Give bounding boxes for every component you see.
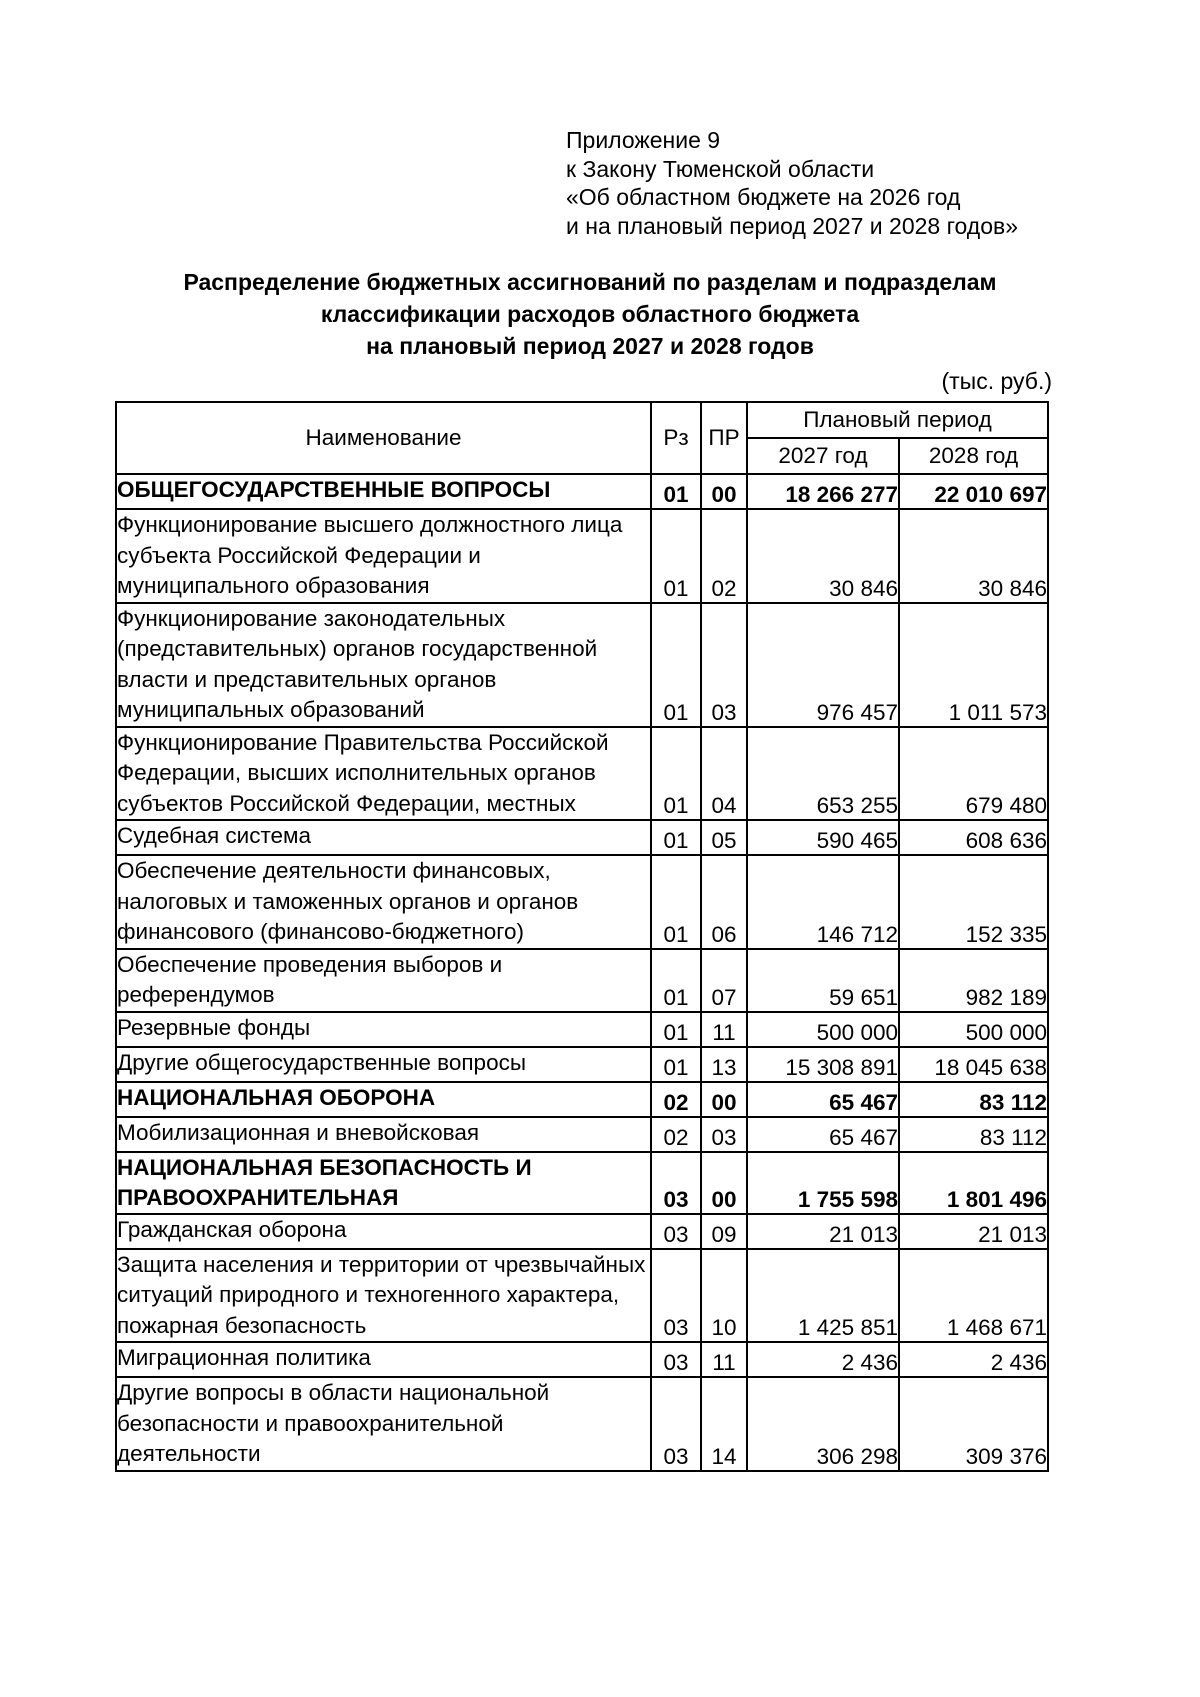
table-section-row — [116, 1082, 1048, 1117]
cell-2027: 21 013 — [747, 1214, 899, 1249]
cell-2028: 1 801 496 — [899, 1152, 1048, 1214]
cell-name: Другие вопросы в области национальной безопасности и правоохранительной деятельности — [116, 1377, 651, 1471]
cell-rz: 01 — [651, 727, 701, 821]
cell-name: Обеспечение деятельности финансовых, налоговых и таможенных органов и органов финансового (финансово-бюджетного) — [116, 855, 651, 949]
appendix-line: и на плановый период 2027 и 2028 годов» — [566, 212, 1018, 239]
appendix-line: Приложение 9 — [566, 127, 721, 153]
cell-pr: 00 — [701, 1082, 747, 1117]
cell-2027: 146 712 — [747, 855, 899, 949]
header-year-2028: 2028 год — [899, 438, 1048, 474]
title-line: Распределение бюджетных ассигнований по разделам и подразделам — [183, 269, 997, 295]
table-row — [116, 1214, 1048, 1249]
title-line: классификации расходов областного бюджета — [320, 301, 860, 327]
cell-2028: 18 045 638 — [899, 1047, 1048, 1082]
table-row — [116, 1342, 1048, 1377]
cell-pr: 00 — [701, 474, 747, 509]
table-row — [116, 1377, 1048, 1471]
table-row — [116, 727, 1048, 821]
cell-2028: 152 335 — [899, 855, 1048, 949]
table-row — [116, 820, 1048, 855]
table-body — [116, 474, 1048, 1471]
cell-name: Защита населения и территории от чрезвычайных ситуаций природного и техногенного характера, пожарная безопасность — [116, 1249, 651, 1343]
cell-rz: 03 — [651, 1249, 701, 1343]
header-rz: Рз — [651, 402, 701, 474]
cell-pr: 03 — [701, 603, 747, 727]
cell-2028: 309 376 — [899, 1377, 1048, 1471]
cell-pr: 10 — [701, 1249, 747, 1343]
table-row — [116, 1249, 1048, 1343]
cell-2027: 590 465 — [747, 820, 899, 855]
title-line: на плановый период 2027 и 2028 годов — [366, 333, 814, 359]
cell-2027: 30 846 — [747, 509, 899, 603]
cell-name: НАЦИОНАЛЬНАЯ БЕЗОПАСНОСТЬ И ПРАВООХРАНИТЕЛЬНАЯ — [116, 1152, 651, 1214]
cell-name: Мобилизационная и вневойсковая — [116, 1117, 651, 1152]
cell-rz: 01 — [651, 949, 701, 1012]
cell-pr: 02 — [701, 509, 747, 603]
cell-name: Судебная система — [116, 820, 651, 855]
cell-rz: 01 — [651, 509, 701, 603]
cell-name: Миграционная политика — [116, 1342, 651, 1377]
table-row — [116, 509, 1048, 603]
table-row — [116, 603, 1048, 727]
cell-2028: 608 636 — [899, 820, 1048, 855]
cell-2027: 1 755 598 — [747, 1152, 899, 1214]
cell-rz: 01 — [651, 1047, 701, 1082]
cell-rz: 03 — [651, 1214, 701, 1249]
table-section-row — [116, 474, 1048, 509]
cell-pr: 07 — [701, 949, 747, 1012]
cell-2027: 2 436 — [747, 1342, 899, 1377]
cell-name: Функционирование Правительства Российской Федерации, высших исполнительных органов субъектов Российской Федерации, местных — [116, 727, 651, 821]
cell-pr: 04 — [701, 727, 747, 821]
cell-2027: 15 308 891 — [747, 1047, 899, 1082]
table-row — [116, 1117, 1048, 1152]
cell-2027: 500 000 — [747, 1012, 899, 1047]
cell-rz: 01 — [651, 1012, 701, 1047]
cell-2027: 65 467 — [747, 1082, 899, 1117]
cell-name: Резервные фонды — [116, 1012, 651, 1047]
cell-name: ОБЩЕГОСУДАРСТВЕННЫЕ ВОПРОСЫ — [116, 474, 651, 509]
cell-name: Гражданская оборона — [116, 1214, 651, 1249]
cell-2028: 2 436 — [899, 1342, 1048, 1377]
header-pr: ПР — [701, 402, 747, 474]
cell-2028: 982 189 — [899, 949, 1048, 1012]
cell-2027: 976 457 — [747, 603, 899, 727]
header-year-2027: 2027 год — [747, 438, 899, 474]
cell-rz: 01 — [651, 603, 701, 727]
cell-pr: 14 — [701, 1377, 747, 1471]
cell-2028: 30 846 — [899, 509, 1048, 603]
cell-rz: 01 — [651, 855, 701, 949]
appendix-line: «Об областном бюджете на 2026 год — [566, 184, 961, 210]
cell-pr: 06 — [701, 855, 747, 949]
units-label: (тыс. руб.) — [941, 368, 1052, 394]
table-row — [116, 1012, 1048, 1047]
cell-pr: 03 — [701, 1117, 747, 1152]
cell-rz: 03 — [651, 1342, 701, 1377]
cell-name: Другие общегосударственные вопросы — [116, 1047, 651, 1082]
cell-2028: 83 112 — [899, 1082, 1048, 1117]
cell-rz: 01 — [651, 820, 701, 855]
cell-2028: 1 011 573 — [899, 603, 1048, 727]
header-period: Плановый период — [747, 402, 1048, 438]
table-row — [116, 855, 1048, 949]
cell-2027: 306 298 — [747, 1377, 899, 1471]
budget-table — [115, 401, 1049, 1472]
cell-pr: 00 — [701, 1152, 747, 1214]
cell-name: Функционирование законодательных (представительных) органов государственной власти и представительных органов муниципальных образований — [116, 603, 651, 727]
cell-name: Функционирование высшего должностного лица субъекта Российской Федерации и муниципального образования — [116, 509, 651, 603]
table-section-row — [116, 1152, 1048, 1214]
header-name: Наименование — [116, 402, 651, 474]
cell-rz: 02 — [651, 1117, 701, 1152]
cell-2027: 59 651 — [747, 949, 899, 1012]
cell-2028: 83 112 — [899, 1117, 1048, 1152]
cell-2028: 679 480 — [899, 727, 1048, 821]
cell-rz: 03 — [651, 1152, 701, 1214]
cell-2028: 22 010 697 — [899, 474, 1048, 509]
table-row — [116, 949, 1048, 1012]
cell-2027: 1 425 851 — [747, 1249, 899, 1343]
cell-rz: 03 — [651, 1377, 701, 1471]
cell-pr: 11 — [701, 1342, 747, 1377]
cell-name: Обеспечение проведения выборов и референдумов — [116, 949, 651, 1012]
appendix-note — [566, 126, 1018, 240]
cell-2027: 653 255 — [747, 727, 899, 821]
appendix-line: к Закону Тюменской области — [566, 155, 875, 182]
cell-pr: 13 — [701, 1047, 747, 1082]
cell-2028: 1 468 671 — [899, 1249, 1048, 1343]
document-title — [0, 266, 1180, 362]
cell-name: НАЦИОНАЛЬНАЯ ОБОРОНА — [116, 1082, 651, 1117]
cell-pr: 05 — [701, 820, 747, 855]
cell-rz: 02 — [651, 1082, 701, 1117]
cell-2028: 21 013 — [899, 1214, 1048, 1249]
cell-2027: 65 467 — [747, 1117, 899, 1152]
table-row — [116, 1047, 1048, 1082]
cell-pr: 09 — [701, 1214, 747, 1249]
cell-rz: 01 — [651, 474, 701, 509]
cell-2027: 18 266 277 — [747, 474, 899, 509]
cell-2028: 500 000 — [899, 1012, 1048, 1047]
cell-pr: 11 — [701, 1012, 747, 1047]
